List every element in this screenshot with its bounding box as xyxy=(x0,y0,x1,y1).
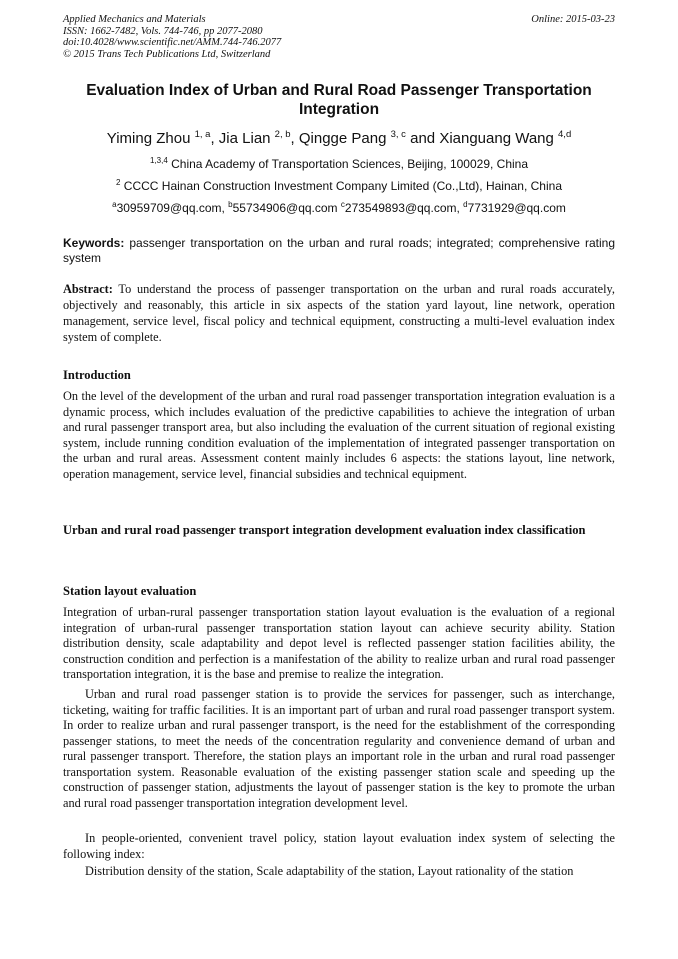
author-affil-mark: 1, a xyxy=(194,129,211,140)
journal-header xyxy=(63,14,615,60)
online-date: Online: 2015-03-23 xyxy=(531,14,615,25)
author-separator: , xyxy=(210,130,219,147)
author-separator: , xyxy=(290,130,299,147)
email-line xyxy=(40,201,638,216)
affiliation-2 xyxy=(40,179,638,194)
keywords-label: Keywords: xyxy=(63,236,125,250)
email-mark: b xyxy=(228,200,233,209)
introduction-paragraph: On the level of the development of the urban and rural road passenger transportation integration evaluation is a dynamic process, which includes evaluation of the predictive capabilities to achieve the integration of urban and rural passenger transport area, but also including the evaluation of the current situation of regional existing system, include running condition evaluation of the implementation of integrated passenger transportation on the urban and rural areas. Assessment content mainly includes 6 aspects: the stations layout, line network, operation management, service level, financial subsidies and technical equipment. xyxy=(63,389,615,481)
keywords-text: passenger transportation on the urban and rural roads; integrated; comprehensive rating system xyxy=(63,236,615,265)
journal-name: Applied Mechanics and Materials xyxy=(63,14,206,25)
email-mark: c xyxy=(340,200,345,209)
doi-line: doi:10.4028/www.scientific.net/AMM.744-746.2077 xyxy=(63,37,282,48)
author-name: Yiming Zhou xyxy=(106,130,191,147)
affiliation-1 xyxy=(40,157,638,172)
author-line xyxy=(40,129,638,149)
affiliation-mark: 2 xyxy=(116,178,121,187)
section-heading-station-layout: Station layout evaluation xyxy=(63,584,197,598)
author-name: Xianguang Wang xyxy=(439,130,554,147)
author-affil-mark: 3, c xyxy=(390,129,406,140)
author-affil-mark: 2, b xyxy=(274,129,291,140)
affiliation-text: China Academy of Transportation Sciences, Beijing, 100029, China xyxy=(171,157,529,171)
section-heading-introduction: Introduction xyxy=(63,368,131,382)
keywords xyxy=(63,236,615,266)
station-paragraph-4: Distribution density of the station, Scale adaptability of the station, Layout rationality of the station xyxy=(85,864,574,878)
email-address[interactable]: 30959709@qq.com, xyxy=(116,201,229,215)
email-mark: d xyxy=(463,200,468,209)
author-name: Qingge Pang xyxy=(298,130,387,147)
author-affil-mark: 4,d xyxy=(558,129,572,140)
affiliation-text: CCCC Hainan Construction Investment Company Limited (Co.,Ltd), Hainan, China xyxy=(123,179,562,193)
author-name: Jia Lian xyxy=(218,130,271,147)
station-paragraph-3: In people-oriented, convenient travel policy, station layout evaluation index system of selecting the following index: xyxy=(63,831,615,861)
affiliation-mark: 1,3,4 xyxy=(149,156,168,165)
paper-title: Evaluation Index of Urban and Rural Road Passenger Transportation Integration xyxy=(86,82,592,118)
email-mark: a xyxy=(112,200,117,209)
email-address[interactable]: 55734906@qq.com xyxy=(232,201,341,215)
section-heading-classification: Urban and rural road passenger transport integration development evaluation index classification xyxy=(63,523,586,537)
abstract-label: Abstract: xyxy=(63,282,113,296)
issn-line: ISSN: 1662-7482, Vols. 744-746, pp 2077-2080 xyxy=(63,25,263,37)
abstract xyxy=(63,281,615,345)
author-separator: and xyxy=(405,130,440,147)
station-paragraph-2: Urban and rural road passenger station is to provide the services for passenger, such as interchange, ticketing, waiting for traffic facilities. It is an important part of urban and rural road passenger transport system. In order to realize urban and rural passenger transport, is the need for the establishment of the corresponding passenger stations, to meet the needs of the concentration regularity and convenience demand of urban and rural passenger transport. Therefore, the station plays an important role in the urban and rural road passenger transportation system. Reasonable evaluation of the existing passenger station scale and speeding up the construction of passenger station, adjustments the layout of passenger station is the key to promote the urban and rural road passenger transportation integration development level. xyxy=(63,687,615,810)
copyright-line: © 2015 Trans Tech Publications Ltd, Switzerland xyxy=(63,48,271,60)
station-paragraph-1: Integration of urban-rural passenger transportation station layout evaluation is the evaluation of a regional integration of urban-rural passenger transportation station layout can achieve security ability. Station distribution density, scale adaptability and depot level is reflected passenger station facilities ability, the construction condition and perfection is a manifestation of the ability to realize urban and rural road passenger transportation integration, it is the base and premise to realize the integration. xyxy=(63,605,615,681)
email-address[interactable]: 7731929@qq.com xyxy=(467,201,566,215)
email-address[interactable]: 273549893@qq.com, xyxy=(344,201,464,215)
abstract-text: To understand the process of passenger transportation on the urban and rural roads accurately, objectively and reasonably, this article in six aspects of the station yard layout, line network, operation management, service level, fiscal policy and technical equipment, constructing a multi-level evaluation index system of complete. xyxy=(63,282,615,344)
